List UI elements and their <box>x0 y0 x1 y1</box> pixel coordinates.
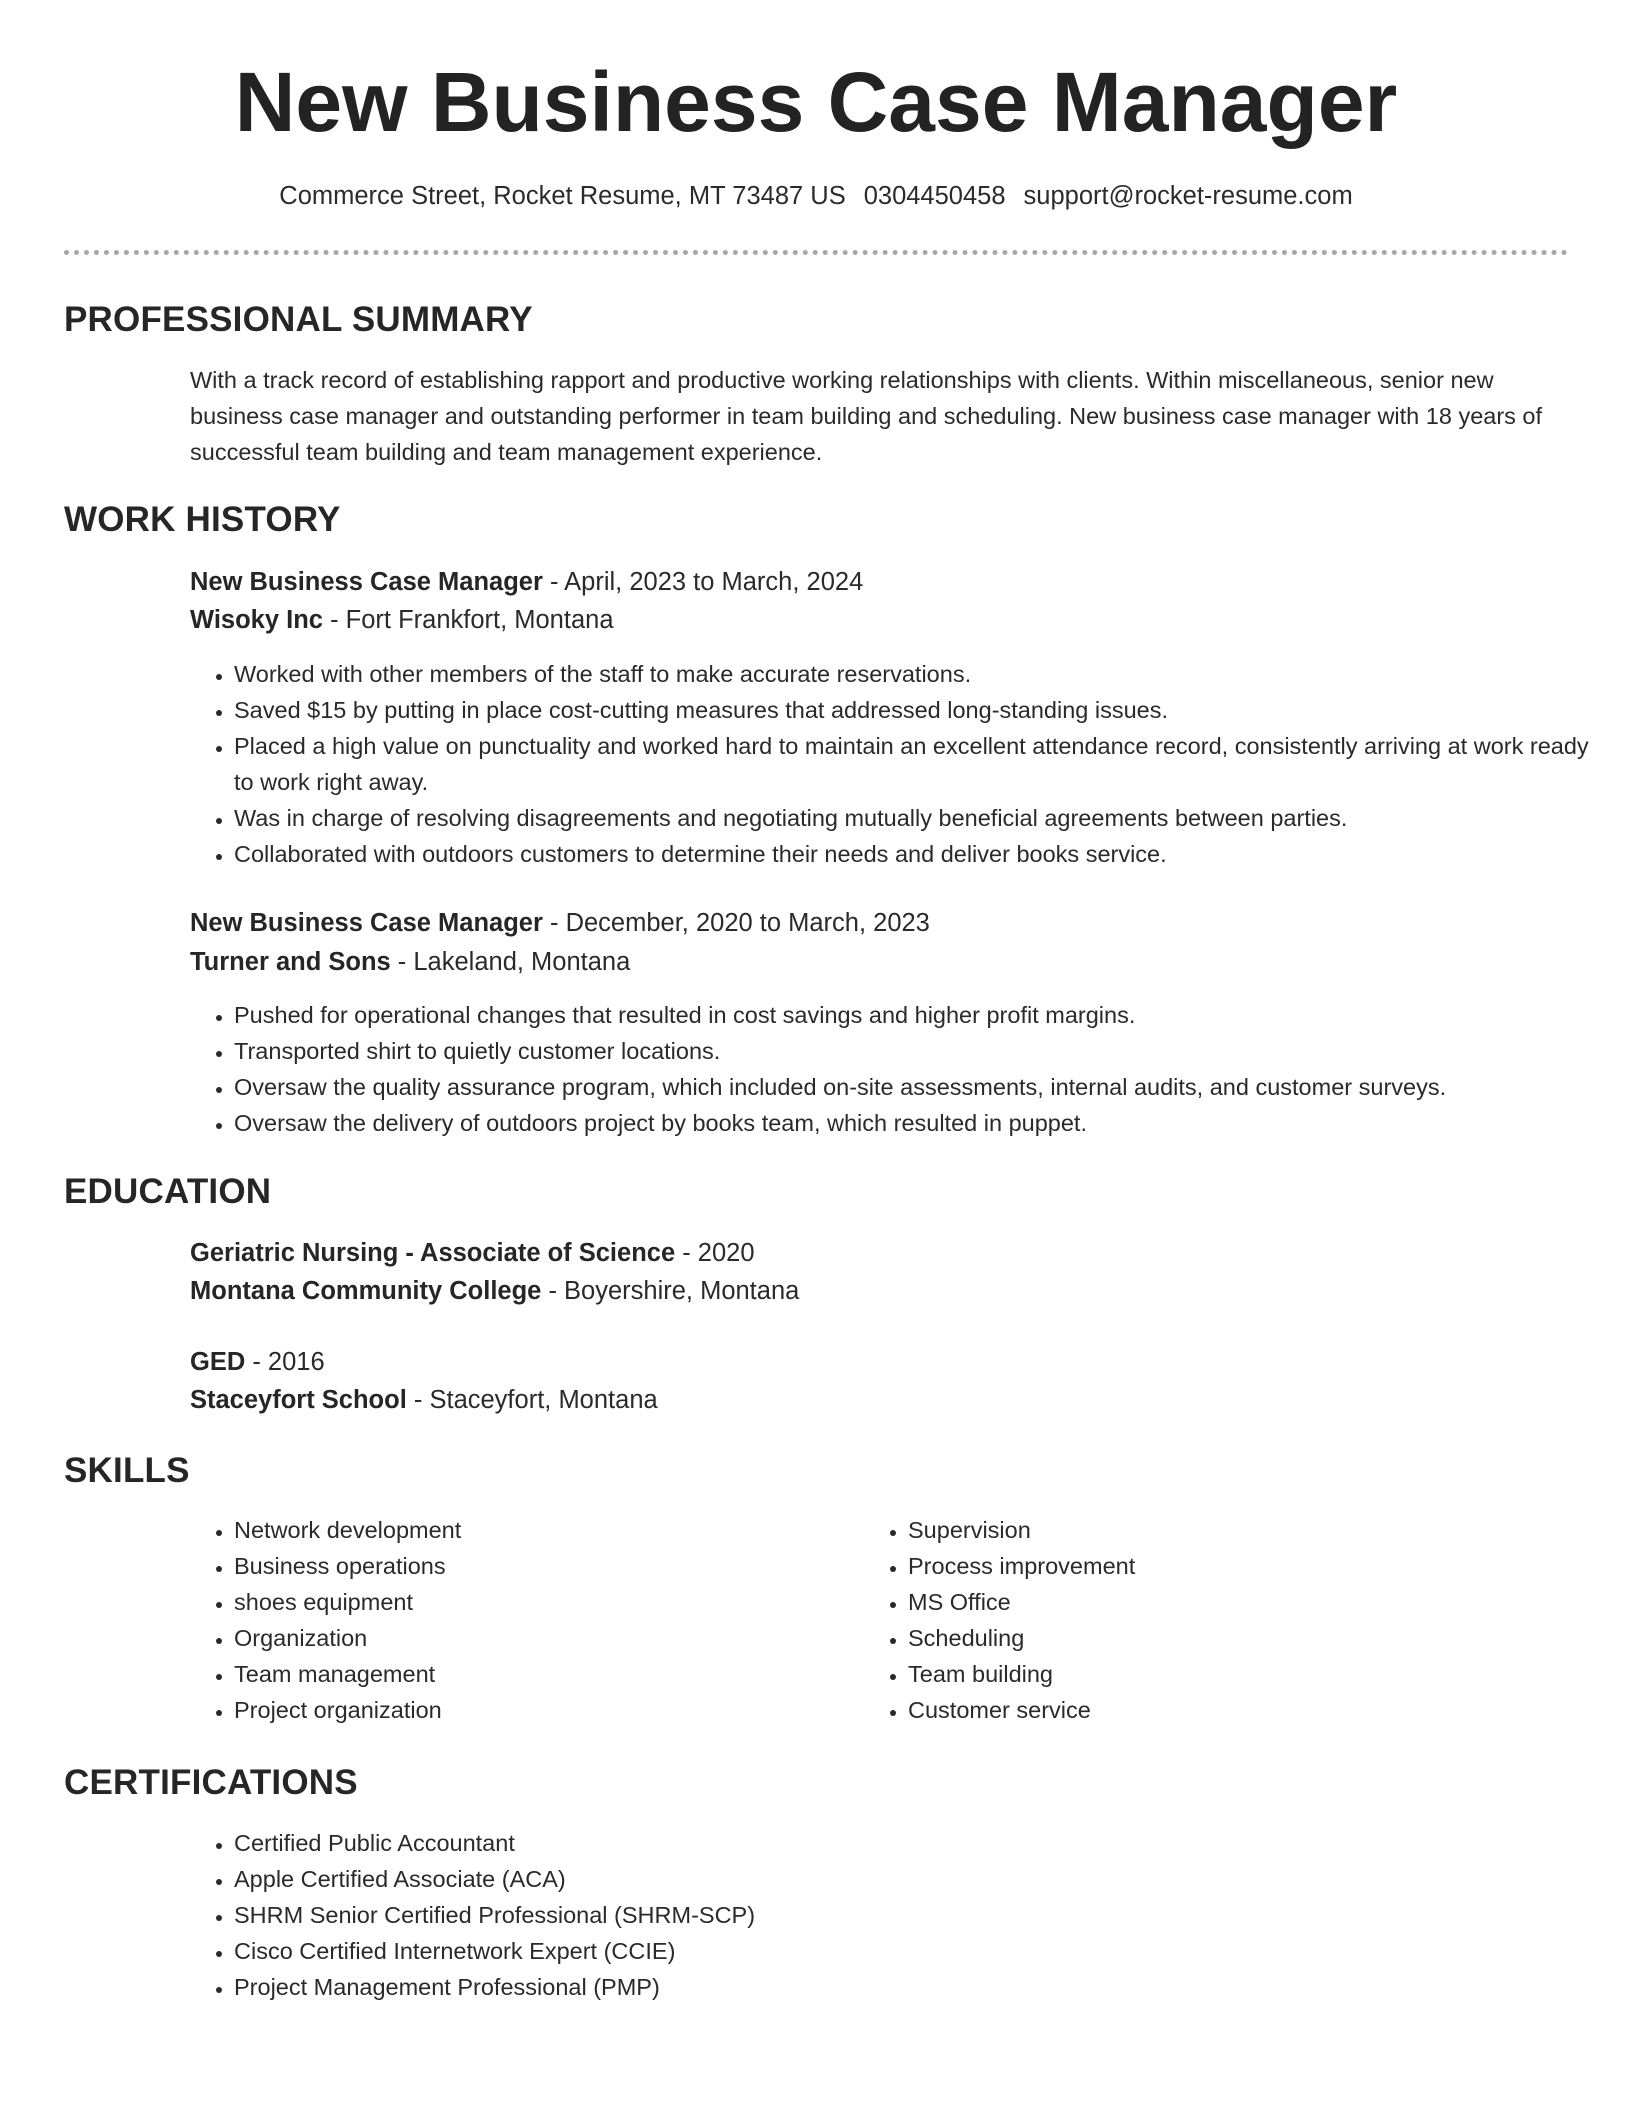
job-title-line <box>190 564 863 600</box>
list-item: • Collaborated with outdoors customers to determine their needs and deliver books service. <box>234 836 1604 872</box>
list-item: • Process improvement <box>908 1548 1528 1584</box>
list-item: • Scheduling <box>908 1620 1528 1656</box>
education-year: - 2016 <box>245 1348 325 1376</box>
contact-phone: 0304450458 <box>863 182 1006 210</box>
section-title-skills: SKILLS <box>64 1451 190 1490</box>
list-item: • Team management <box>234 1656 854 1692</box>
list-item: • Team building <box>908 1656 1528 1692</box>
section-title-certifications: CERTIFICATIONS <box>64 1763 358 1802</box>
job-location: - Lakeland, Montana <box>390 948 631 976</box>
list-item: • shoes equipment <box>234 1584 854 1620</box>
header-divider <box>64 250 1568 255</box>
job-duties-list <box>190 656 1604 872</box>
summary-text: With a track record of establishing rapport and productive working relationships with clients. Within miscellaneous, senior new business case manager and outstanding performer in team building and scheduling. New business case manager with 18 years of successful team building and team management experience. <box>190 367 1543 465</box>
list-item: • Was in charge of resolving disagreements and negotiating mutually beneficial agreements between parties. <box>234 800 1604 836</box>
job-company-line <box>190 944 630 980</box>
job-dates: - April, 2023 to March, 2024 <box>542 568 864 596</box>
job-title-line <box>190 905 930 941</box>
list-item: • Cisco Certified Internetwork Expert (CCIE) <box>234 1933 1604 1969</box>
list-item: • Supervision <box>908 1512 1528 1548</box>
list-item: • Pushed for operational changes that resulted in cost savings and higher profit margins. <box>234 997 1604 1033</box>
job-role: New Business Case Manager <box>190 909 543 937</box>
job-role: New Business Case Manager <box>190 568 543 596</box>
contact-line <box>0 178 1632 214</box>
education-school: Staceyfort School <box>190 1386 407 1414</box>
section-title-work-history: WORK HISTORY <box>64 500 341 539</box>
list-item: • Worked with other members of the staff to make accurate reservations. <box>234 656 1604 692</box>
job-duties-list <box>190 997 1604 1141</box>
list-item: • Transported shirt to quietly customer locations. <box>234 1033 1604 1069</box>
education-school: Montana Community College <box>190 1277 542 1305</box>
education-year: - 2020 <box>675 1239 755 1267</box>
job-location: - Fort Frankfort, Montana <box>322 606 614 634</box>
job-company-line <box>190 602 614 638</box>
contact-email: support@rocket-resume.com <box>1023 182 1353 210</box>
list-item: • Saved $15 by putting in place cost-cutting measures that addressed long-standing issues. <box>234 692 1604 728</box>
candidate-name: New Business Case Manager <box>234 55 1398 149</box>
job-dates: - December, 2020 to March, 2023 <box>542 909 930 937</box>
list-item: • Business operations <box>234 1548 854 1584</box>
list-item: • Oversaw the quality assurance program, which included on-site assessments, internal audits, and customer surveys. <box>234 1069 1604 1105</box>
certifications-list <box>190 1825 1604 2005</box>
education-degree: GED <box>190 1348 246 1376</box>
section-title-summary: PROFESSIONAL SUMMARY <box>64 300 533 339</box>
list-item: • Apple Certified Associate (ACA) <box>234 1861 1604 1897</box>
list-item: • Project Management Professional (PMP) <box>234 1969 1604 2005</box>
skills-list-right <box>864 1512 1528 1728</box>
list-item: • Placed a high value on punctuality and worked hard to maintain an excellent attendance record, consistently arriving at work ready to work right away. <box>234 728 1604 800</box>
list-item: • SHRM Senior Certified Professional (SHRM-SCP) <box>234 1897 1604 1933</box>
section-title-education: EDUCATION <box>64 1172 272 1211</box>
job-company: Wisoky Inc <box>190 606 323 634</box>
list-item: • Customer service <box>908 1692 1528 1728</box>
list-item: • Network development <box>234 1512 854 1548</box>
education-school-line <box>190 1382 658 1418</box>
education-location: - Boyershire, Montana <box>541 1277 800 1305</box>
contact-address: Commerce Street, Rocket Resume, MT 73487 US <box>279 182 846 210</box>
job-company: Turner and Sons <box>190 948 391 976</box>
education-degree: Geriatric Nursing - Associate of Science <box>190 1239 676 1267</box>
education-school-line <box>190 1273 799 1309</box>
list-item: • Certified Public Accountant <box>234 1825 1604 1861</box>
list-item: • Organization <box>234 1620 854 1656</box>
education-degree-line <box>190 1235 755 1271</box>
education-degree-line <box>190 1344 325 1380</box>
list-item: • Oversaw the delivery of outdoors project by books team, which resulted in puppet. <box>234 1105 1604 1141</box>
list-item: • Project organization <box>234 1692 854 1728</box>
education-location: - Staceyfort, Montana <box>406 1386 658 1414</box>
skills-list-left <box>190 1512 854 1728</box>
list-item: • MS Office <box>908 1584 1528 1620</box>
